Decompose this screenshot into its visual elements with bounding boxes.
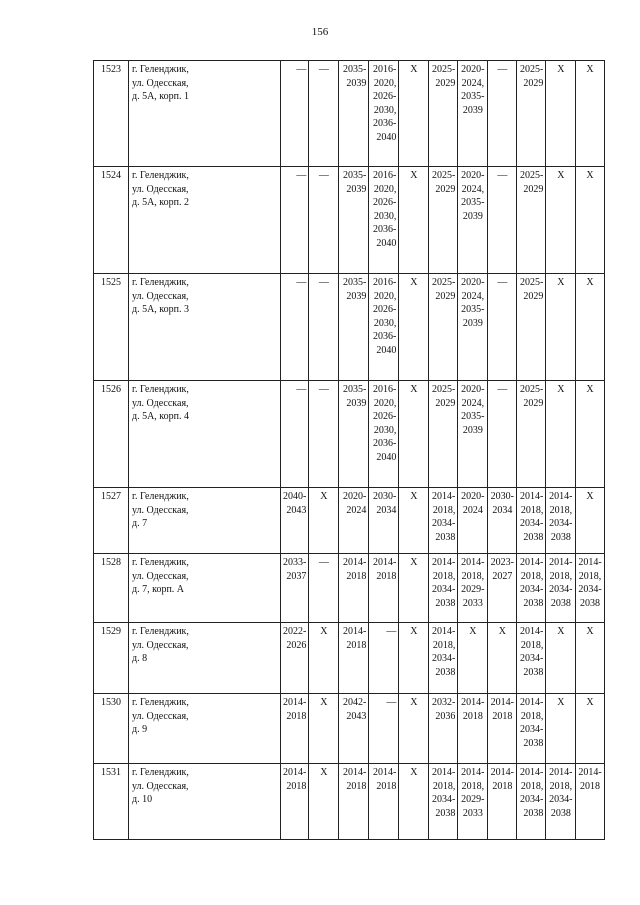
period-text: 2014- 2018 [283, 767, 307, 792]
period-text: X [320, 626, 328, 637]
period-cell [458, 381, 488, 488]
period-cell [399, 61, 429, 167]
period-cell [576, 623, 604, 694]
period-text: — [318, 384, 329, 395]
period-text: 2030- 2034 [373, 491, 397, 516]
period-cell [369, 623, 399, 694]
period-text: X [320, 697, 328, 708]
period-text: 2014- 2018 [343, 557, 367, 582]
period-cell [429, 61, 458, 167]
period-cell [339, 623, 369, 694]
period-text: 2025- 2029 [520, 64, 544, 89]
period-cell [309, 61, 339, 167]
period-text: 2023- 2027 [490, 557, 515, 582]
period-cell [488, 554, 517, 623]
period-cell [488, 381, 517, 488]
period-text: X [586, 626, 594, 637]
period-text: X [586, 697, 594, 708]
period-cell [458, 694, 488, 764]
period-text: — [497, 277, 508, 288]
period-cell [546, 694, 576, 764]
period-text: — [318, 277, 329, 288]
period-cell [576, 381, 604, 488]
period-text: X [586, 491, 594, 502]
period-text: X [410, 697, 418, 708]
row-number: 1528 [94, 554, 129, 623]
period-cell [517, 381, 546, 488]
period-cell [369, 694, 399, 764]
period-cell [281, 274, 309, 381]
period-text: 2014- 2018 [283, 697, 307, 722]
period-cell [488, 488, 517, 554]
period-cell [488, 61, 517, 167]
period-cell [339, 764, 369, 840]
period-cell [281, 381, 309, 488]
schedule-table [93, 60, 605, 840]
period-text: 2020- 2024 [461, 491, 485, 516]
period-text: 2030- 2034 [490, 491, 515, 516]
period-text: 2014- 2018, 2034- 2038 [549, 767, 573, 819]
period-text: — [296, 64, 307, 75]
period-cell [281, 764, 309, 840]
period-text: 2014- 2018, 2034- 2038 [578, 557, 602, 609]
period-cell [399, 488, 429, 554]
period-text: — [296, 384, 307, 395]
period-text: 2014- 2018 [373, 767, 397, 792]
address-text: г. Геленджик, ул. Одесская, д. 5А, корп. 1 [132, 64, 190, 103]
period-cell [339, 694, 369, 764]
period-cell [517, 764, 546, 840]
period-cell [281, 488, 309, 554]
row-number: 1529 [94, 623, 129, 694]
table-row [94, 694, 605, 764]
period-cell [281, 61, 309, 167]
period-cell [546, 274, 576, 381]
table-row [94, 167, 605, 274]
period-text: 2035- 2039 [343, 64, 367, 89]
period-cell [429, 274, 458, 381]
period-text: — [318, 170, 329, 181]
row-number: 1530 [94, 694, 129, 764]
period-cell [309, 554, 339, 623]
period-text: X [557, 384, 565, 395]
period-text: X [410, 277, 418, 288]
period-text: — [497, 384, 508, 395]
period-cell [546, 61, 576, 167]
period-cell [458, 167, 488, 274]
period-cell [309, 764, 339, 840]
period-text: 2014- 2018 [490, 697, 515, 722]
address-text: г. Геленджик, ул. Одесская, д. 5А, корп. 2 [132, 170, 190, 209]
period-cell [309, 694, 339, 764]
period-cell [399, 167, 429, 274]
period-text: — [296, 277, 307, 288]
period-cell [488, 167, 517, 274]
period-text: X [557, 64, 565, 75]
period-cell [281, 554, 309, 623]
period-text: — [318, 64, 329, 75]
period-text: X [410, 491, 418, 502]
period-cell [576, 488, 604, 554]
period-cell [488, 623, 517, 694]
table-row [94, 61, 605, 167]
period-text: 2014- 2018, 2029- 2033 [461, 557, 485, 609]
period-text: 2033- 2037 [283, 557, 307, 582]
period-cell [517, 274, 546, 381]
period-cell [309, 623, 339, 694]
period-cell [339, 381, 369, 488]
period-text: X [410, 384, 418, 395]
period-text: 2025- 2029 [432, 384, 456, 409]
period-text: X [586, 277, 594, 288]
period-cell [488, 274, 517, 381]
period-text: X [498, 626, 506, 637]
address-cell [129, 61, 281, 167]
period-cell [339, 554, 369, 623]
period-cell [546, 623, 576, 694]
address-text: г. Геленджик, ул. Одесская, д. 5А, корп. 4 [132, 384, 190, 423]
period-cell [546, 764, 576, 840]
page-number: 156 [311, 26, 329, 38]
period-cell [546, 381, 576, 488]
period-cell [546, 554, 576, 623]
period-text: 2035- 2039 [343, 384, 367, 409]
period-text: 2040- 2043 [283, 491, 307, 516]
period-text: X [410, 64, 418, 75]
period-cell [339, 61, 369, 167]
period-cell [576, 274, 604, 381]
period-text: 2020- 2024, 2035- 2039 [461, 170, 485, 222]
period-cell [281, 623, 309, 694]
period-text: — [497, 170, 508, 181]
period-cell [429, 694, 458, 764]
period-text: X [586, 384, 594, 395]
period-text: 2042- 2043 [343, 697, 367, 722]
period-cell [429, 623, 458, 694]
period-text: 2025- 2029 [520, 384, 544, 409]
period-cell [546, 488, 576, 554]
period-cell [309, 167, 339, 274]
period-text: X [557, 626, 565, 637]
period-cell [399, 623, 429, 694]
period-text: X [320, 767, 328, 778]
period-text: 2025- 2029 [520, 170, 544, 195]
period-cell [309, 274, 339, 381]
period-cell [339, 274, 369, 381]
period-text: 2025- 2029 [432, 170, 456, 195]
period-cell [399, 764, 429, 840]
period-text: 2014- 2018, 2029- 2033 [461, 767, 485, 819]
period-text: 2020- 2024, 2035- 2039 [461, 277, 485, 329]
address-cell [129, 381, 281, 488]
period-text: 2014- 2018, 2034- 2038 [520, 491, 544, 543]
table-row [94, 623, 605, 694]
period-text: 2014- 2018, 2034- 2038 [549, 557, 573, 609]
address-text: г. Геленджик, ул. Одесская, д. 9 [132, 697, 189, 736]
period-text: 2025- 2029 [520, 277, 544, 302]
period-text: X [320, 491, 328, 502]
period-text: — [318, 557, 329, 568]
address-text: г. Геленджик, ул. Одесская, д. 5А, корп. 3 [132, 277, 190, 316]
period-cell [369, 167, 399, 274]
period-text: 2016- 2020, 2026- 2030, 2036- 2040 [373, 384, 397, 463]
period-cell [517, 488, 546, 554]
row-number: 1524 [94, 167, 129, 274]
table-row [94, 381, 605, 488]
period-cell [281, 167, 309, 274]
period-cell [488, 694, 517, 764]
period-text: 2014- 2018, 2034- 2038 [520, 557, 544, 609]
table-row [94, 488, 605, 554]
period-text: 2025- 2029 [432, 277, 456, 302]
period-text: 2014- 2018, 2034- 2038 [520, 626, 544, 678]
period-cell [429, 381, 458, 488]
period-text: 2020- 2024 [343, 491, 367, 516]
period-text: 2014- 2018 [373, 557, 397, 582]
period-text: — [296, 170, 307, 181]
period-cell [458, 274, 488, 381]
address-text: г. Геленджик, ул. Одесская, д. 10 [132, 767, 189, 806]
period-text: 2014- 2018, 2034- 2038 [520, 767, 544, 819]
row-number: 1523 [94, 61, 129, 167]
period-cell [369, 381, 399, 488]
address-text: г. Геленджик, ул. Одесская, д. 8 [132, 626, 189, 665]
period-cell [399, 694, 429, 764]
period-cell [458, 61, 488, 167]
period-text: X [410, 557, 418, 568]
address-text: г. Геленджик, ул. Одесская, д. 7 [132, 491, 189, 530]
period-text: 2014- 2018 [578, 767, 602, 792]
table-body [94, 61, 605, 840]
period-text: 2014- 2018, 2034- 2038 [549, 491, 573, 543]
period-text: 2014- 2018, 2034- 2038 [432, 767, 456, 819]
period-cell [458, 554, 488, 623]
period-cell [458, 623, 488, 694]
period-text: 2014- 2018 [461, 697, 485, 722]
period-text: — [386, 626, 397, 637]
period-text: 2025- 2029 [432, 64, 456, 89]
period-text: X [557, 277, 565, 288]
period-cell [339, 167, 369, 274]
period-cell [369, 488, 399, 554]
address-cell [129, 623, 281, 694]
period-text: 2016- 2020, 2026- 2030, 2036- 2040 [373, 170, 397, 249]
period-text: — [497, 64, 508, 75]
table-row [94, 764, 605, 840]
period-text: — [386, 697, 397, 708]
period-cell [517, 61, 546, 167]
period-cell [309, 381, 339, 488]
period-cell [546, 167, 576, 274]
period-text: 2014- 2018 [343, 767, 367, 792]
address-cell [129, 167, 281, 274]
period-cell [488, 764, 517, 840]
period-cell [576, 61, 604, 167]
period-cell [281, 694, 309, 764]
period-cell [369, 61, 399, 167]
period-cell [429, 764, 458, 840]
period-cell [517, 623, 546, 694]
period-text: X [469, 626, 477, 637]
period-text: 2014- 2018, 2034- 2038 [432, 491, 456, 543]
period-cell [399, 554, 429, 623]
period-text: 2020- 2024, 2035- 2039 [461, 64, 485, 116]
period-text: X [586, 64, 594, 75]
period-cell [429, 167, 458, 274]
period-text: 2014- 2018 [490, 767, 515, 792]
period-cell [399, 381, 429, 488]
period-cell [576, 167, 604, 274]
table-row [94, 554, 605, 623]
period-cell [576, 764, 604, 840]
address-cell [129, 764, 281, 840]
period-cell [517, 554, 546, 623]
address-text: г. Геленджик, ул. Одесская, д. 7, корп. А [132, 557, 189, 596]
period-cell [517, 167, 546, 274]
address-cell [129, 694, 281, 764]
period-cell [429, 554, 458, 623]
period-cell [339, 488, 369, 554]
period-cell [369, 554, 399, 623]
period-text: 2020- 2024, 2035- 2039 [461, 384, 485, 436]
period-text: 2016- 2020, 2026- 2030, 2036- 2040 [373, 64, 397, 143]
period-cell [576, 554, 604, 623]
period-text: X [557, 170, 565, 181]
address-cell [129, 274, 281, 381]
period-text: 2014- 2018, 2034- 2038 [432, 626, 456, 678]
period-text: X [410, 767, 418, 778]
period-cell [429, 488, 458, 554]
period-text: X [586, 170, 594, 181]
period-text: X [557, 697, 565, 708]
period-text: 2022- 2026 [283, 626, 307, 651]
period-text: X [410, 170, 418, 181]
table-row [94, 274, 605, 381]
row-number: 1525 [94, 274, 129, 381]
period-cell [576, 694, 604, 764]
period-cell [309, 488, 339, 554]
period-cell [369, 764, 399, 840]
period-text: 2016- 2020, 2026- 2030, 2036- 2040 [373, 277, 397, 356]
address-cell [129, 554, 281, 623]
period-text: 2014- 2018, 2034- 2038 [520, 697, 544, 749]
period-cell [458, 488, 488, 554]
row-number: 1531 [94, 764, 129, 840]
period-cell [458, 764, 488, 840]
period-text: 2014- 2018 [343, 626, 367, 651]
period-text: 2035- 2039 [343, 277, 367, 302]
period-text: 2032- 2036 [432, 697, 456, 722]
row-number: 1526 [94, 381, 129, 488]
period-text: 2014- 2018, 2034- 2038 [432, 557, 456, 609]
address-cell [129, 488, 281, 554]
period-text: X [410, 626, 418, 637]
period-text: 2035- 2039 [343, 170, 367, 195]
period-cell [517, 694, 546, 764]
period-cell [399, 274, 429, 381]
period-cell [369, 274, 399, 381]
row-number: 1527 [94, 488, 129, 554]
